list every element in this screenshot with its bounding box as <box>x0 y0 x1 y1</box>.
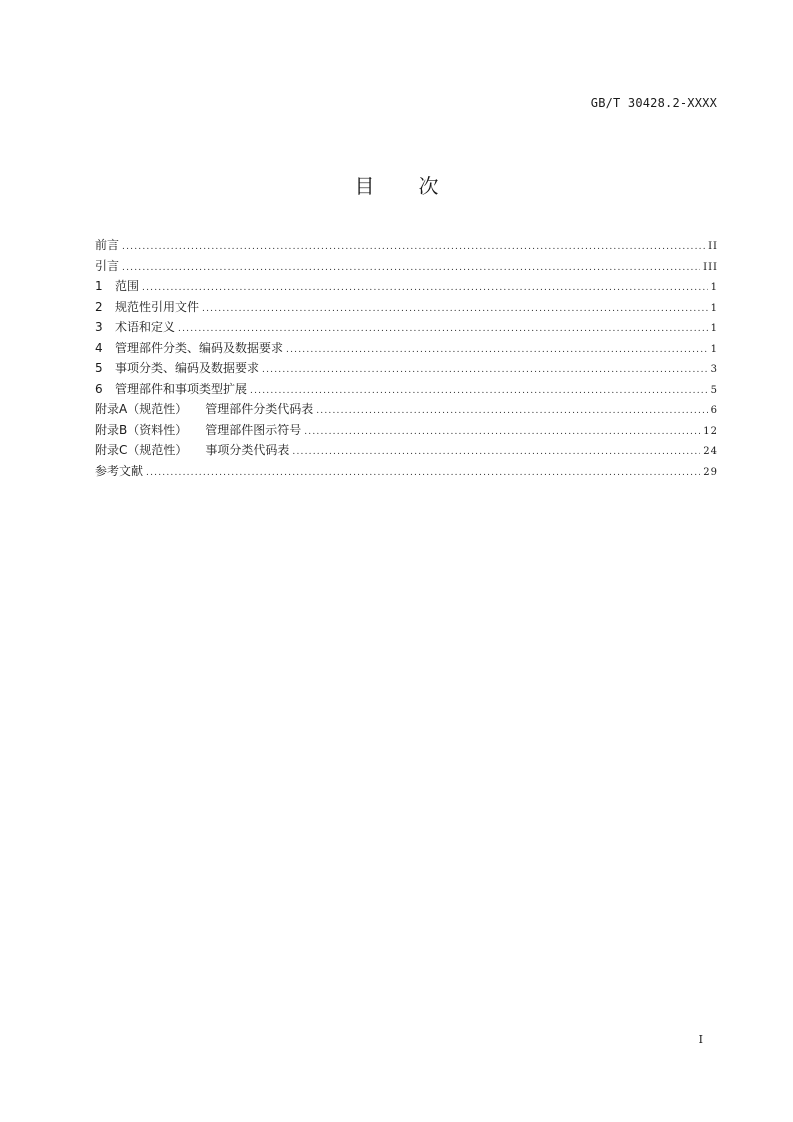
toc-section-number: 6 <box>95 381 103 396</box>
toc-item-type-extension[interactable] <box>95 379 718 400</box>
toc-leader-dots <box>122 258 700 279</box>
toc-page-number: 29 <box>703 466 718 478</box>
toc-page-number: 1 <box>710 343 718 355</box>
page-number: I <box>698 1033 703 1046</box>
toc-item-appendix-c[interactable] <box>95 440 718 461</box>
toc-item-event-classification[interactable] <box>95 358 718 379</box>
toc-item-label: 参考文献 <box>95 463 144 478</box>
toc-item-appendix-a[interactable] <box>95 399 718 420</box>
toc-item-label: 前言 <box>95 238 120 252</box>
toc-item-label: 附录A（规范性） 管理部件分类代码表 <box>95 402 314 416</box>
toc-page-number: 1 <box>710 302 718 314</box>
toc-item-introduction[interactable] <box>95 256 718 277</box>
toc-title: 目次 <box>354 174 483 198</box>
toc-appendix-tag: 附录A（规范性） <box>95 402 188 416</box>
toc-leader-dots <box>292 442 700 463</box>
toc-item-label: 4 管理部件分类、编码及数据要求 <box>95 338 283 359</box>
toc-leader-dots <box>142 278 708 299</box>
toc-item-label: 附录B（资料性） 管理部件图示符号 <box>95 422 302 437</box>
toc-item-label: 引言 <box>95 258 120 273</box>
toc-item-foreword[interactable] <box>95 235 718 256</box>
toc-item-terms-definitions[interactable] <box>95 317 718 338</box>
toc-item-normative-references[interactable] <box>95 297 718 318</box>
toc-item-scope[interactable] <box>95 276 718 297</box>
toc-leader-dots <box>304 422 700 443</box>
table-of-contents <box>95 235 718 481</box>
toc-leader-dots <box>122 237 705 258</box>
toc-section-number: 4 <box>95 340 103 355</box>
toc-appendix-tag: 附录B（资料性） <box>95 422 188 437</box>
toc-leader-dots <box>262 360 708 381</box>
toc-leader-dots <box>202 299 708 320</box>
toc-section-number: 2 <box>95 299 103 314</box>
toc-page-number: 24 <box>703 446 718 457</box>
toc-section-number: 1 <box>95 279 103 293</box>
standard-code: GB/T 30428.2-XXXX <box>590 96 717 110</box>
toc-item-label: 6 管理部件和事项类型扩展 <box>95 379 247 400</box>
toc-page-number: 5 <box>710 384 718 396</box>
toc-section-number: 3 <box>95 320 103 334</box>
toc-item-label: 附录C（规范性） 事项分类代码表 <box>95 443 290 457</box>
toc-item-label: 5 事项分类、编码及数据要求 <box>95 358 259 379</box>
toc-item-label: 2 规范性引用文件 <box>95 297 199 318</box>
toc-appendix-tag: 附录C（规范性） <box>95 443 188 457</box>
toc-page-number: III <box>703 261 718 273</box>
toc-leader-dots <box>146 463 700 484</box>
toc-section-number: 5 <box>95 361 103 375</box>
toc-page-number: 12 <box>703 425 718 437</box>
toc-item-label: 1 范围 <box>95 276 139 297</box>
toc-page-number: 6 <box>710 405 718 416</box>
toc-leader-dots <box>316 401 707 422</box>
toc-item-label: 3 术语和定义 <box>95 317 175 338</box>
toc-item-appendix-b[interactable] <box>95 420 718 441</box>
toc-page-number: 1 <box>710 282 718 293</box>
toc-page-number: 1 <box>710 323 718 334</box>
toc-item-bibliography[interactable] <box>95 461 718 482</box>
toc-leader-dots <box>250 381 708 402</box>
toc-item-component-classification[interactable] <box>95 338 718 359</box>
toc-page-number: II <box>708 241 718 252</box>
toc-page-number: 3 <box>710 364 718 375</box>
toc-leader-dots <box>286 340 708 361</box>
toc-leader-dots <box>178 319 708 340</box>
